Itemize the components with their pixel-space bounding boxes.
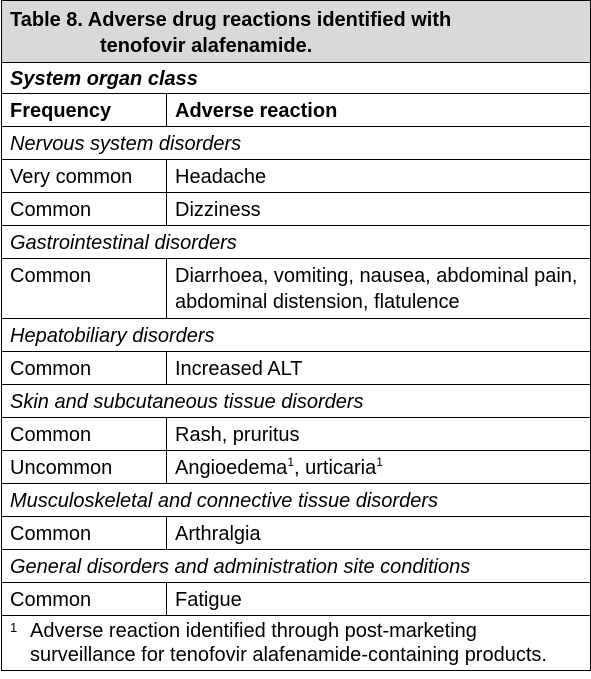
frequency-cell: Common xyxy=(2,259,167,319)
frequency-cell: Very common xyxy=(2,160,167,193)
soc-row xyxy=(2,127,591,160)
adverse-reactions-table xyxy=(1,0,591,671)
table-title xyxy=(2,1,591,63)
soc-row xyxy=(2,550,591,583)
soc-row xyxy=(2,484,591,517)
soc-row xyxy=(2,226,591,259)
soc-label: Nervous system disorders xyxy=(2,127,591,160)
soc-label: Musculoskeletal and connective tissue disorders xyxy=(2,484,591,517)
table-row xyxy=(2,259,591,319)
table-row xyxy=(2,517,591,550)
frequency-cell: Common xyxy=(2,193,167,226)
soc-row xyxy=(2,319,591,352)
reaction-urticaria: , urticaria xyxy=(294,457,377,479)
table-row xyxy=(2,352,591,385)
reaction-cell: Fatigue xyxy=(167,583,591,616)
table-row xyxy=(2,451,591,484)
column-header-frequency: Frequency xyxy=(2,94,167,127)
soc-label: Hepatobiliary disorders xyxy=(2,319,591,352)
frequency-cell: Uncommon xyxy=(2,451,167,484)
reaction-cell: Dizziness xyxy=(167,193,591,226)
footnote xyxy=(2,616,591,671)
soc-header-row xyxy=(2,63,591,94)
column-header-reaction: Adverse reaction xyxy=(167,94,591,127)
frequency-cell: Common xyxy=(2,352,167,385)
reaction-cell: Headache xyxy=(167,160,591,193)
footnote-ref: 1 xyxy=(287,455,294,469)
reaction-cell xyxy=(167,451,591,484)
footnote-ref: 1 xyxy=(376,455,383,469)
soc-label: General disorders and administration site conditions xyxy=(2,550,591,583)
footnote-text: Adverse reaction identified through post-marketing surveillance for tenofovir alafenamide-containing products. xyxy=(30,620,547,666)
table-row xyxy=(2,160,591,193)
table-row xyxy=(2,193,591,226)
reaction-cell: Arthralgia xyxy=(167,517,591,550)
column-header-row xyxy=(2,94,591,127)
frequency-cell: Common xyxy=(2,418,167,451)
footnote-mark: 1 xyxy=(10,620,18,635)
reaction-cell: Increased ALT xyxy=(167,352,591,385)
table-title-line2: tenofovir alafenamide. xyxy=(100,35,313,57)
reaction-cell: Rash, pruritus xyxy=(167,418,591,451)
soc-label: Gastrointestinal disorders xyxy=(2,226,591,259)
table-title-line1: Table 8. Adverse drug reactions identified with xyxy=(10,9,452,31)
frequency-cell: Common xyxy=(2,517,167,550)
footnote-row xyxy=(2,616,591,671)
table-title-row xyxy=(2,1,591,63)
soc-row xyxy=(2,385,591,418)
reaction-angioedema: Angioedema xyxy=(175,457,288,479)
table-row xyxy=(2,418,591,451)
table-row xyxy=(2,583,591,616)
soc-label: Skin and subcutaneous tissue disorders xyxy=(2,385,591,418)
soc-header: System organ class xyxy=(2,63,591,94)
frequency-cell: Common xyxy=(2,583,167,616)
reaction-cell: Diarrhoea, vomiting, nausea, abdominal pain, abdominal distension, flatulence xyxy=(167,259,591,319)
